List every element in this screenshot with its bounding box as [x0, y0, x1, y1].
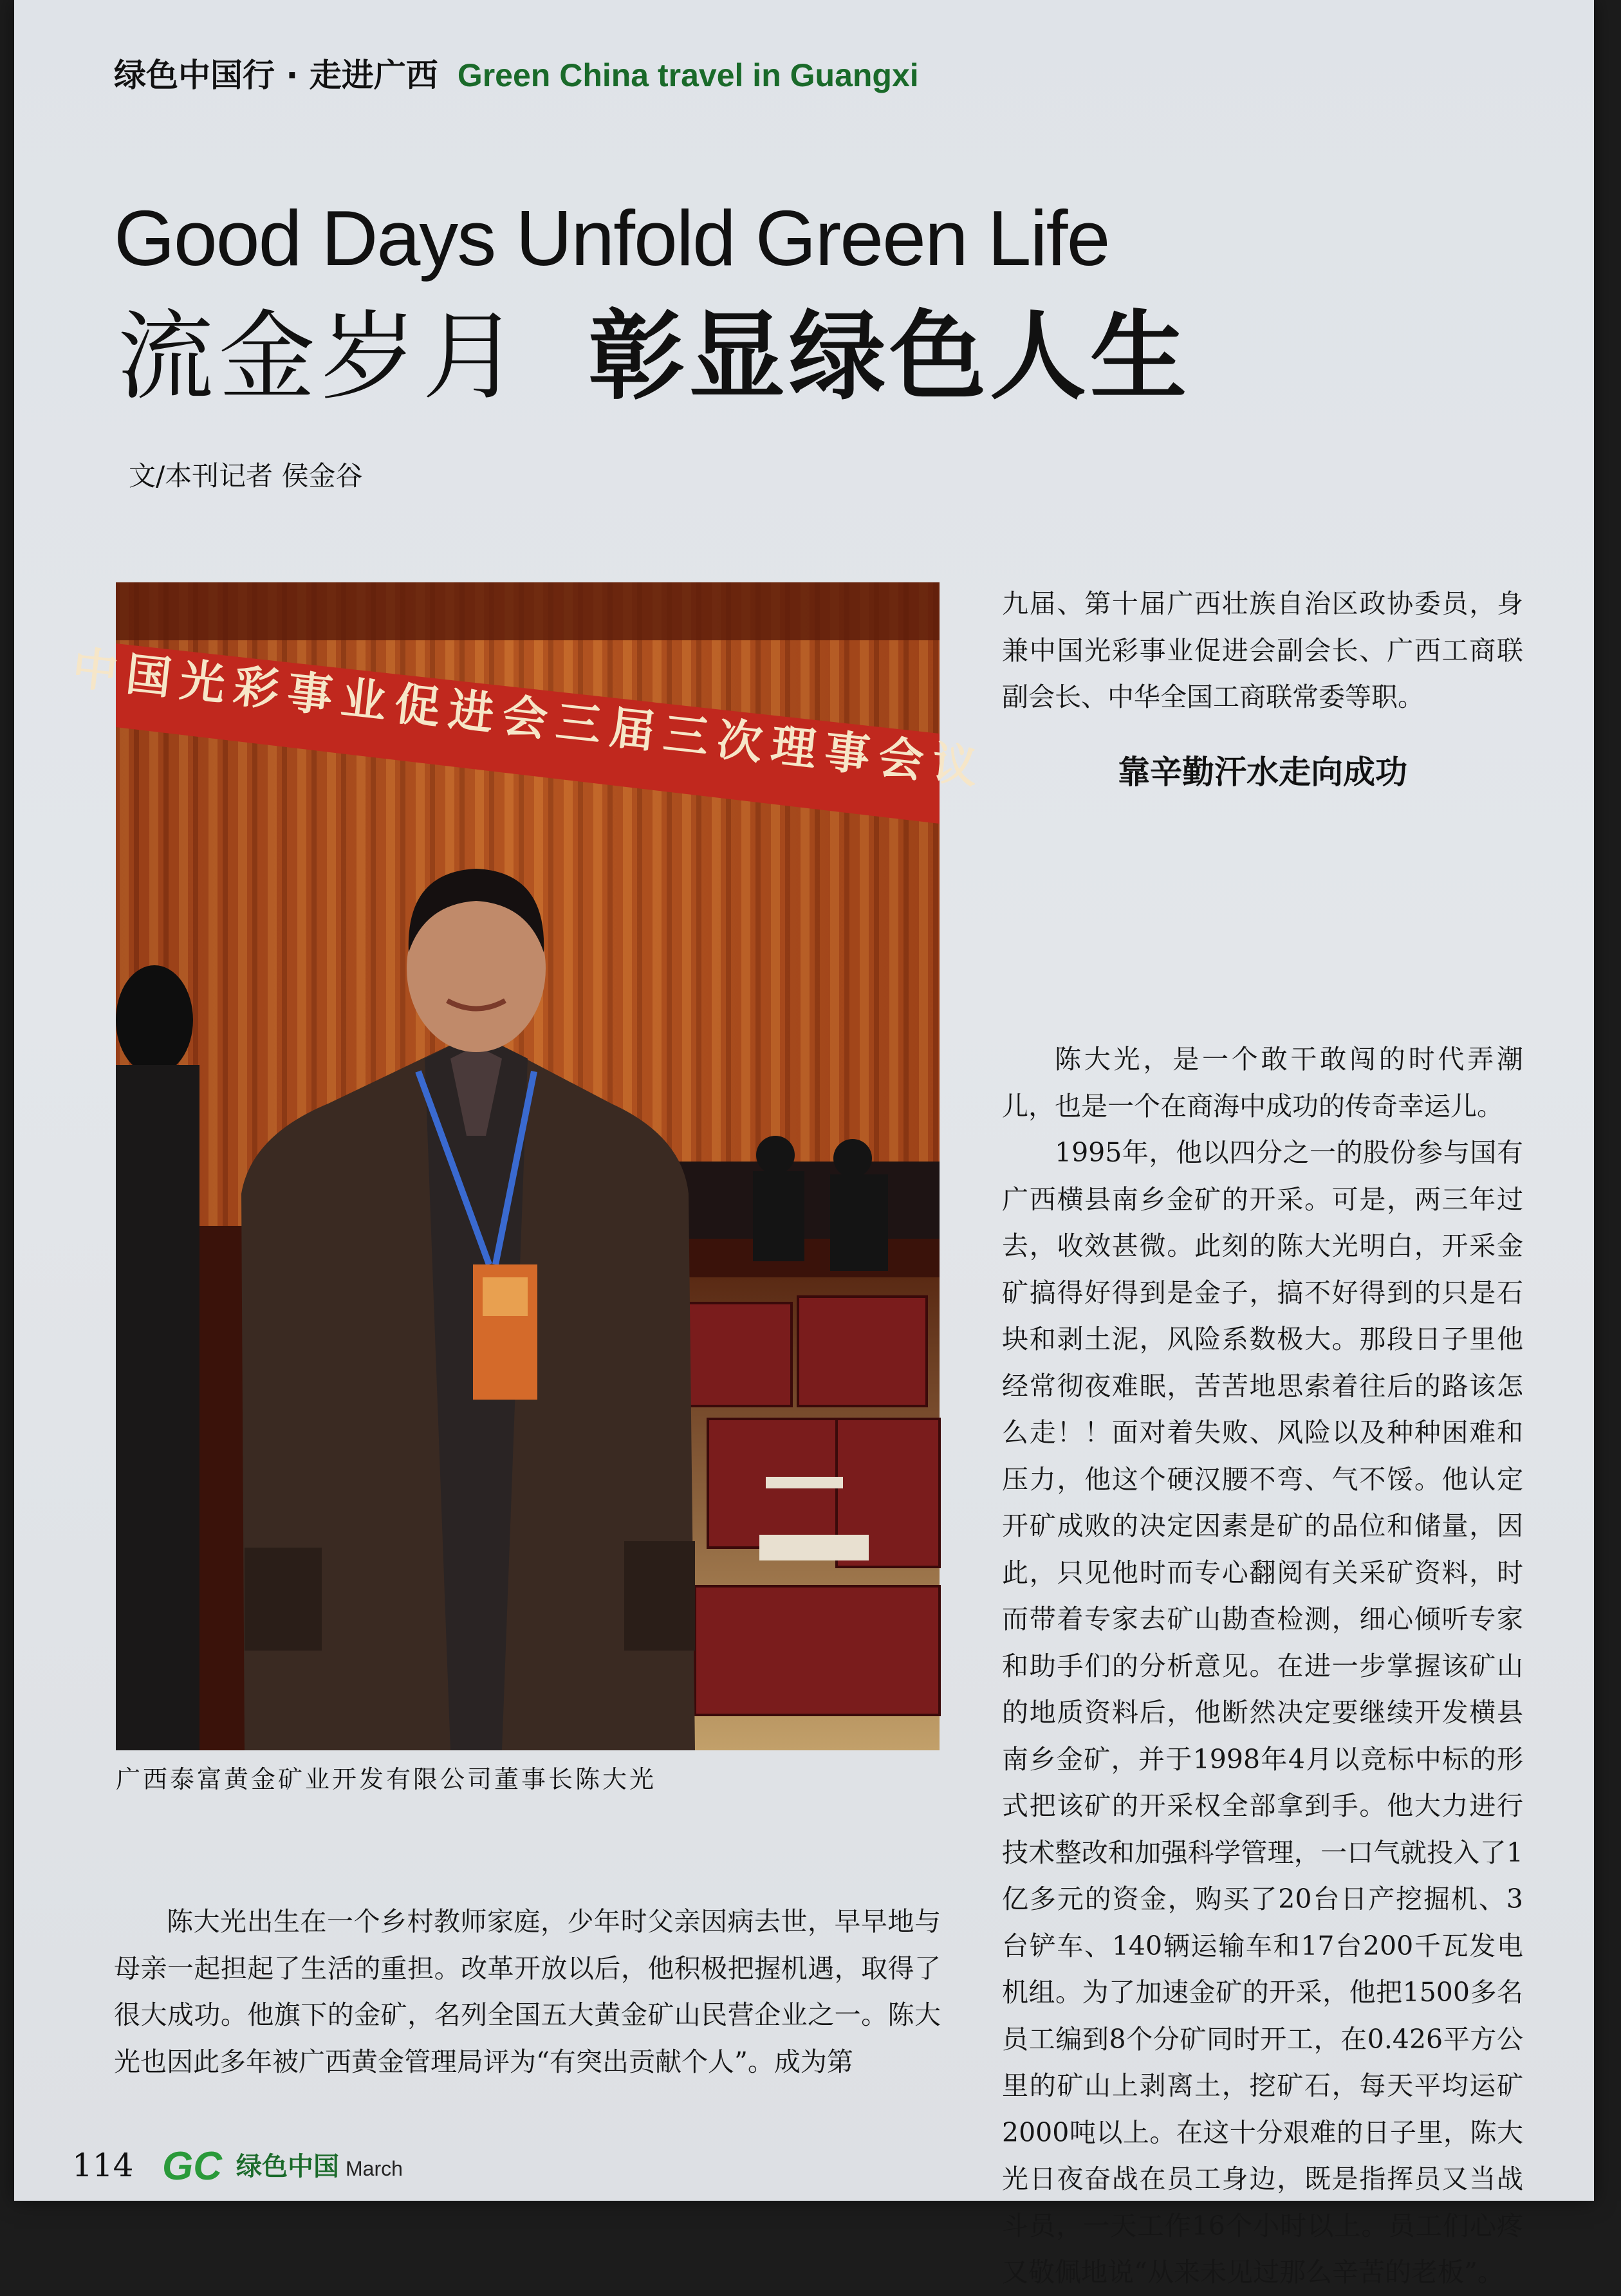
intro-paragraph-text: 陈大光出生在一个乡村教师家庭，少年时父亲因病去世，早早地与母亲一起担起了生活的重担。改革开放以后，他积极把握机遇，取得了很大成功。他旗下的金矿，名列全国五大黄金矿山民营企业之一。陈大光也因此多年被广西黄金管理局评为“有突出贡献个人”。成为第	[114, 1906, 941, 2077]
section-title-en: Green China travel in Guangxi	[457, 57, 919, 93]
section-header	[114, 53, 1208, 98]
title-cn-part2: 彰显绿色人生	[588, 301, 1191, 413]
section-subheading: 靠辛勤汗水走向成功	[1118, 754, 1407, 791]
banner-text: 中国光彩事业促进会三届三次理事会议	[69, 642, 989, 795]
photo-caption: 广西泰富黄金矿业开发有限公司董事长陈大光	[116, 1765, 657, 1793]
logo-text: GC	[162, 2144, 222, 2189]
article-photo	[69, 582, 989, 1750]
title-cn-part1: 流金岁月	[117, 301, 524, 413]
body-paragraph: 陈大光，是一个敢干敢闯的时代弄潮儿，也是一个在商海中成功的传奇幸运儿。	[1002, 1044, 1523, 1122]
magazine-page	[14, 0, 1594, 2288]
byline: 文/本刊记者 侯金谷	[129, 460, 363, 492]
issue-month: March	[346, 2157, 403, 2180]
article-title-chinese	[117, 302, 1404, 412]
article-title-english: Good Days Unfold Green Life	[114, 194, 1109, 282]
right-column-intro	[1002, 580, 1523, 721]
magazine-name: 绿色中国	[236, 2152, 339, 2181]
section-title-cn: 绿色中国行 · 走进广西	[114, 57, 438, 94]
article-intro-paragraph	[114, 1898, 941, 2085]
magazine-logo	[162, 2144, 239, 2189]
right-column-body	[1002, 1036, 1523, 2296]
page-number: 114	[72, 2147, 134, 2184]
body-paragraph: 1995年，他以四分之一的股份参与国有广西横县南乡金矿的开采。可是，两三年过去，收效甚微。此刻的陈大光明白，开采金矿搞得好得到是金子，搞不好得到的只是石块和剥土泥，风险系数极大。那段日子里他经常彻夜难眠，苦苦地思索着往后的路该怎么走！！面对着失败、风险以及种种困难和压力，他这个硬汉腰不弯、气不馁。他认定开矿成败的决定因素是矿的品位和储量，因此，只见他时而专心翻阅有关采矿资料，时而带着专家去矿山勘查检测，细心倾听专家和助手们的分析意见。在进一步掌握该矿山的地质资料后，他断然决定要继续开发横县南乡金矿，并于1998年4月以竞标中标的形式把该矿的开采权全部拿到手。他大力进行技术整改和加强科学管理，一口气就投入了1亿多元的资金，购买了20台日产挖掘机、3台铲车、140辆运输车和17台200千瓦发电机组。为了加速金矿的开采，他把1500多名员工编到8个分矿同时开工，在0.426平方公里的矿山上剥离土，挖矿石，每天平均运矿2000吨以上。在这十分艰难的日子里，陈大光日夜奋战在员工身边，既是指挥员又当战斗员，一天工作16个小时以上。员工们心疼又敬佩地说“从来未见过那么辛苦的老板”。	[1002, 1137, 1523, 2288]
page-footer	[72, 2140, 523, 2191]
right-intro-text: 九届、第十届广西壮族自治区政协委员，身兼中国光彩事业促进会副会长、广西工商联副会长、中华全国工商联常委等职。	[1002, 588, 1523, 712]
